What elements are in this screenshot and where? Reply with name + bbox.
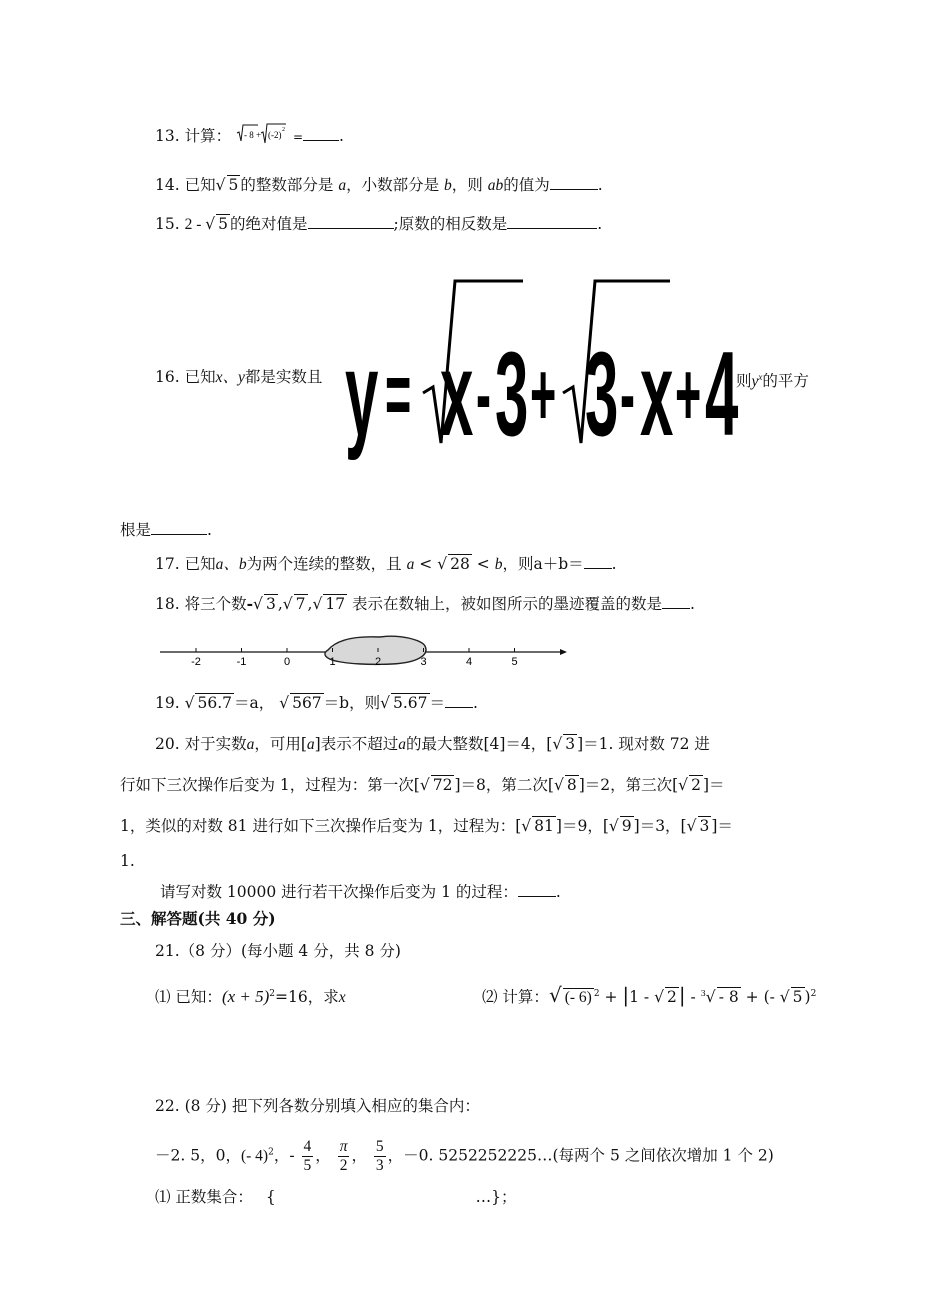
- number-line-tick-label: -2: [191, 656, 201, 668]
- q13-formula-image: [236, 121, 288, 153]
- q16-formula-3a: 3: [495, 327, 529, 462]
- question-14: 14. 已知√ 5 的整数部分是 a，小数部分是 b，则 ab的值为 .: [155, 173, 603, 197]
- fraction-5-3: $\frac{5}{3}$: [375, 1138, 384, 1174]
- q16-formula-plus2: +: [675, 345, 702, 446]
- number-line-tick-label: 0: [283, 656, 291, 668]
- q16-formula-4: 4: [705, 327, 739, 462]
- question-17: 17. 已知a、b为两个连续的整数，且 a < √ 28 < b，则a＋b＝ .: [155, 552, 617, 576]
- number-line-tick-label: -1: [236, 656, 247, 668]
- q16-formula-3b: 3: [585, 327, 619, 462]
- q17-answer-blank: [584, 552, 612, 569]
- q16-formula-minus1: -: [476, 345, 491, 446]
- svg-text:+: +: [256, 130, 262, 140]
- q19-answer-blank: [445, 691, 473, 708]
- q13-text: 计算：: [184, 127, 232, 145]
- question-20-line-3: 1，类似的对数 81 进行如下三次操作后变为 1，过程为：[√ 81 ]＝9，[√ 9 ]＝3，[√ 3 ]＝: [120, 817, 733, 835]
- question-20-line-2: 行如下三次操作后变为 1，过程为：第一次[√ 72 ]＝8，第二次[√ 8 ]＝2，第三次[√ 2 ]＝: [120, 776, 725, 794]
- q16-answer-blank: [151, 518, 207, 535]
- question-18: 18. 将三个数-√ 3 ,√ 7 ,√ 17 表示在数轴上，被如图所示的墨迹覆盖的数是 .: [155, 594, 695, 613]
- number-line-tick-label: 3: [420, 656, 427, 668]
- question-19: 19. √ 56.7 ＝a， √ 567 ＝b，则√ 5.67 ＝ .: [155, 691, 478, 714]
- q20-answer-blank: [518, 880, 556, 897]
- question-20-line-5: 请写对数 10000 进行若干次操作后变为 1 的过程： .: [160, 880, 561, 903]
- q15-blank-2: [507, 212, 597, 229]
- question-22-numbers: －2. 5，0，(- 4)$^2$，- $\frac{4}{5}$ ， $\frac{\pi}{2}$ ， $\frac{5}{3}$ ，－0. 5252252225…(每两个 5 之间依次增加 1 个 2): [155, 1138, 774, 1174]
- number-line-tick-label: 2: [374, 656, 382, 668]
- svg-text:(-2): (-2): [268, 130, 282, 140]
- number-line-tick-label: 5: [511, 656, 518, 668]
- q15-blank-1: [308, 212, 394, 229]
- question-21-heading: 21.（8 分）(每小题 4 分，共 8 分): [155, 942, 401, 960]
- q16-formula-x1: x: [440, 327, 474, 462]
- svg-text:2: 2: [282, 127, 286, 133]
- question-15: 15. 2 - √ 5 的绝对值是 ;原数的相反数是 .: [155, 212, 602, 236]
- question-21-part-1: ⑴ 已知：$(x + 5)^2=16$，求x: [155, 987, 346, 1007]
- q14-answer-blank: [550, 173, 598, 190]
- q16-formula-eq: =: [385, 345, 412, 446]
- question-22-part-1: ⑴ 正数集合： { …}；: [155, 1188, 517, 1206]
- question-20-line-4: 1.: [120, 852, 135, 870]
- q16-formula-y: y: [345, 327, 379, 462]
- q16-tail: 则$y^x$的平方: [736, 372, 809, 391]
- section-3-heading: 三、解答题(共 40 分): [120, 909, 276, 928]
- q18-answer-blank: [662, 592, 690, 609]
- question-20-line-1: 20. 对于实数a，可用[a]表示不超过a的最大整数[4]＝4，[√ 3 ]＝1. 现对数 72 进: [155, 735, 710, 753]
- number-line-figure: [160, 632, 570, 672]
- q13-number: 13.: [155, 127, 180, 145]
- question-22-heading: 22. (8 分) 把下列各数分别填入相应的集合内：: [155, 1097, 480, 1115]
- number-line-tick-label: 4: [465, 656, 473, 668]
- q16-line-2: 根是 .: [120, 518, 212, 541]
- q16-formula-x2: x: [640, 327, 674, 462]
- q16-large-formula: [345, 275, 739, 475]
- question-21-part-2: ⑵ 计算：√ (- 6) $^2$ + |1 - √ 2 | - $^3$√ - 8 + (- √ 5 )$^2$: [482, 983, 817, 1008]
- svg-text:- 8: - 8: [244, 130, 254, 140]
- fraction-4-5: $\frac{4}{5}$: [303, 1138, 312, 1174]
- question-13: 13. 计算： - 8 + (-2) 2 = .: [155, 121, 344, 153]
- question-16: 16. 已知x、y都是实数且: [155, 368, 323, 386]
- fraction-pi-2: $\frac{\pi}{2}$: [339, 1138, 348, 1174]
- number-line-tick-label: 1: [329, 656, 336, 668]
- q16-formula-minus2: -: [620, 345, 635, 446]
- q16-formula-plus1: +: [530, 345, 557, 446]
- q13-answer-blank: [303, 124, 339, 141]
